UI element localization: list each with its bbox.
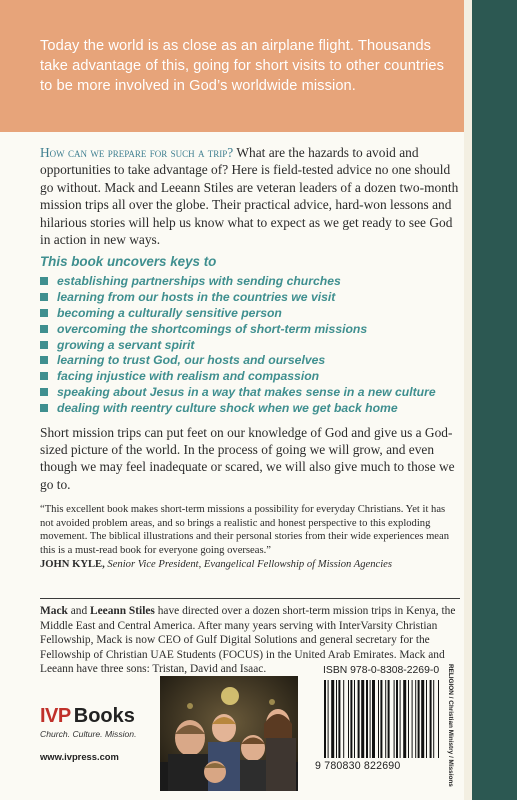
divider	[40, 598, 460, 599]
publisher-tagline: Church. Culture. Mission.	[40, 729, 137, 739]
list-item-text: speaking about Jesus in a way that makes sense in a new culture	[57, 384, 436, 399]
list-item	[40, 305, 460, 321]
barcode-bar	[388, 680, 390, 758]
list-item	[40, 368, 460, 384]
author-name-2: Leeann Stiles	[90, 605, 155, 617]
barcode-bar	[400, 680, 401, 758]
barcode-bar	[350, 680, 352, 758]
square-bullet-icon	[40, 356, 48, 364]
barcode-bar	[433, 680, 434, 758]
barcode-graphic	[323, 680, 441, 758]
endorsement-author-title: Senior Vice President, Evangelical Fellowship of Mission Agencies	[107, 558, 393, 570]
barcode-number: 9 780830 822690	[315, 760, 401, 772]
barcode-bar	[331, 680, 334, 758]
barcode-bar	[408, 680, 409, 758]
author-joiner: and	[67, 605, 90, 617]
square-bullet-icon	[40, 325, 48, 333]
publisher-logo	[40, 705, 136, 728]
barcode-bar	[430, 680, 432, 758]
endorsement-author	[40, 558, 460, 572]
intro-paragraph	[40, 144, 460, 248]
barcode-bar	[372, 680, 375, 758]
author-family-photo	[160, 676, 298, 791]
spine-edge	[464, 0, 472, 800]
list-item-text: growing a servant spirit	[57, 337, 195, 352]
list-item-text: dealing with reentry culture shock when we get back home	[57, 400, 398, 415]
list-item	[40, 321, 460, 337]
barcode-bar	[324, 680, 326, 758]
square-bullet-icon	[40, 372, 48, 380]
square-bullet-icon	[40, 309, 48, 317]
spine	[472, 0, 517, 800]
list-item-text: learning from our hosts in the countries we visit	[57, 290, 336, 305]
list-item-text: overcoming the shortcomings of short-term missions	[57, 321, 368, 336]
barcode-bar	[415, 680, 416, 758]
author-name-1: Mack	[40, 605, 68, 617]
barcode-bar	[421, 680, 424, 758]
endorsement-quote: “This excellent book makes short-term missions a possibility for everyday Christians. Yet it has not avoided problem areas, and so brings a realistic and honest perspective to this exploding movement. The biblical illustrations and their personal stories from their wide experiences mean this is a must-read book for everyone going overseas.”	[40, 504, 450, 557]
barcode-bar	[385, 680, 386, 758]
publisher-block	[40, 705, 136, 762]
category-label: RELIGION / Christian Ministry / Missions	[447, 664, 454, 787]
barcode-bar	[358, 680, 360, 758]
top-band	[0, 0, 464, 132]
barcode-bar	[328, 680, 329, 758]
isbn: ISBN 978-0-8308-2269-0	[323, 665, 440, 676]
list-item-text: establishing partnerships with sending churches	[57, 274, 341, 289]
square-bullet-icon	[40, 388, 48, 396]
endorsement-author-name: JOHN KYLE,	[40, 558, 105, 570]
barcode-bar	[338, 680, 340, 758]
barcode-bar	[361, 680, 364, 758]
barcode-bar	[366, 680, 368, 758]
barcode-bar	[438, 680, 439, 758]
publisher-url: www.ivpress.com	[40, 751, 119, 762]
barcode-bar	[412, 680, 413, 758]
barcode-bar	[348, 680, 349, 758]
list-item	[40, 400, 460, 416]
barcode-bar	[396, 680, 398, 758]
summary-paragraph: Short mission trips can put feet on our knowledge of God and give us a God-sized picture of the world. In the process of going we will grow, and even though we may feel inadequate or scared, we will also give much to those we go to.	[40, 424, 455, 492]
author-bio-text: have directed over a dozen short-term mission trips in Kenya, the Middle East and Central America. After many years serving with InterVarsity Christian Fellowship, Mack is now CEO of Gulf Digital Solutions and general secretary for the Fellowship of Christian UAE Students (FOCUS) in the United Arab Emirates. Mack and Leeann have three sons: Tristan, David and Isaac.	[40, 605, 456, 676]
barcode-bar	[403, 680, 406, 758]
list-item	[40, 384, 460, 400]
barcode-bar	[394, 680, 395, 758]
list-item	[40, 337, 460, 353]
author-family-photo-image	[160, 676, 298, 791]
keys-list	[40, 273, 460, 415]
main-copy	[40, 144, 460, 571]
list-item-text: facing injustice with realism and compassion	[57, 369, 320, 384]
keys-heading: This book uncovers keys to	[40, 254, 217, 270]
barcode-bar	[426, 680, 427, 758]
barcode-bar	[378, 680, 379, 758]
barcode-bar	[354, 680, 355, 758]
list-item-text: learning to trust God, our hosts and ourselves	[57, 353, 326, 368]
square-bullet-icon	[40, 277, 48, 285]
square-bullet-icon	[40, 293, 48, 301]
barcode-bar	[418, 680, 420, 758]
barcode-bar	[343, 680, 344, 758]
list-item	[40, 352, 460, 368]
barcode-bar	[370, 680, 371, 758]
top-band-text: Today the world is as close as an airplane flight. Thousands take advantage of this, going for short visits to other countries to be more involved in God’s worldwide mission.	[40, 38, 444, 94]
intro-body: What are the hazards to avoid and opportunities to take advantage of? Here is field-tested advice no one should go without. Mack and Leeann Stiles are veteran leaders of a dozen two-month mission trips all over the globe. Their practical advice, hard-won lessons and hilarious stories will help us know what to expect as we get ready to see God in action in new ways.	[40, 145, 459, 248]
barcode-bar	[380, 680, 382, 758]
square-bullet-icon	[40, 341, 48, 349]
list-item-text: becoming a culturally sensitive person	[57, 305, 282, 320]
publisher-brand-b: Books	[73, 705, 135, 727]
barcode	[323, 680, 441, 758]
barcode-bar	[336, 680, 337, 758]
list-item	[40, 273, 460, 289]
publisher-brand-a: IVP	[40, 705, 71, 727]
intro-lead: How can we prepare for such a trip?	[40, 145, 234, 160]
list-item	[40, 289, 460, 305]
square-bullet-icon	[40, 404, 48, 412]
